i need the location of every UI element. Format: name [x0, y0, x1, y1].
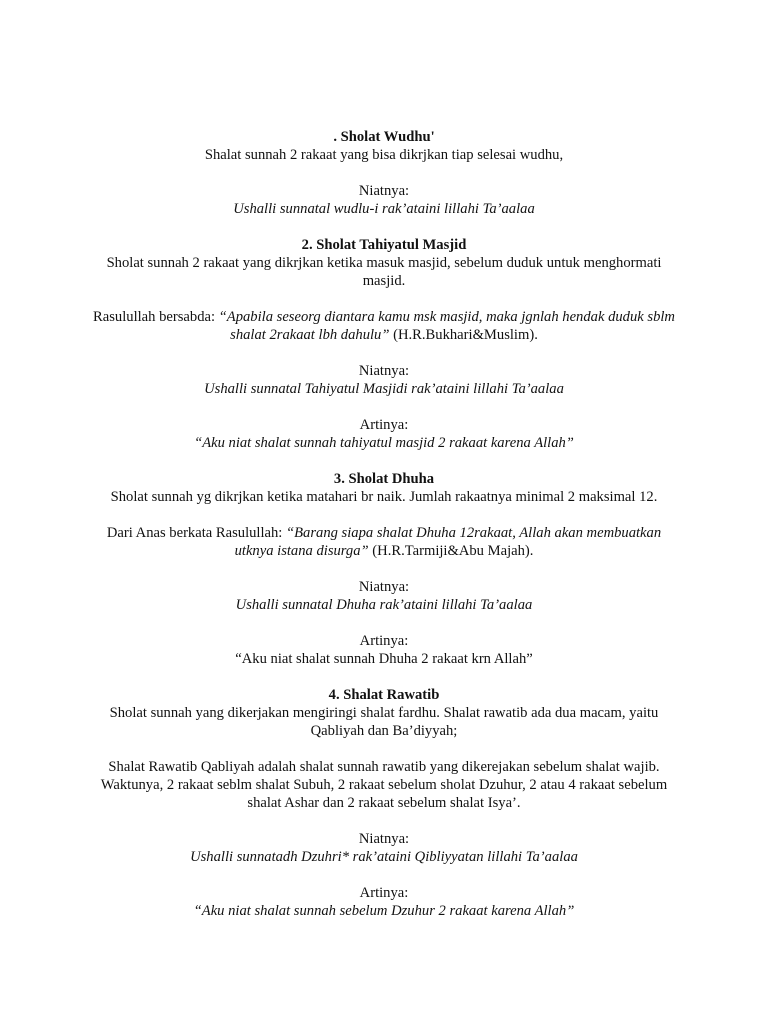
section-title: 2. Sholat Tahiyatul Masjid: [301, 237, 467, 253]
niat-text: Ushalli sunnatadh Dzuhri* rak’ataini Qibliyyatan lillahi Ta’aalaa: [190, 849, 578, 865]
hadith-quote: “Barang siapa shalat Dhuha 12rakaat, Allah akan membuatkan utknya istana disurga”: [234, 525, 662, 559]
hadith-quote: “Apabila seseorg diantara kamu msk masjid, maka jgnlah hendak duduk sblm shalat 2rakaat lbh dahulu”: [218, 309, 675, 343]
arti-text: “Aku niat shalat sunnah tahiyatul masjid 2 rakaat karena Allah”: [194, 435, 574, 451]
hadith-intro: Rasulullah bersabda:: [93, 309, 219, 325]
niat-label: Niatnya:: [358, 579, 410, 595]
section-shalat-rawatib: [90, 686, 678, 920]
section-description: Sholat sunnah 2 rakaat yang dikrjkan ketika masuk masjid, sebelum duduk untuk menghormati masjid.: [106, 255, 662, 289]
section-description: Sholat sunnah yang dikerjakan mengiringi shalat fardhu. Shalat rawatib ada dua macam, yaitu Qabliyah dan Ba’diyyah;: [109, 705, 659, 739]
niat-text: Ushalli sunnatal wudlu-i rak’ataini lillahi Ta’aalaa: [233, 201, 535, 217]
hadith-paragraph: [90, 308, 678, 344]
arti-label: Artinya:: [359, 885, 409, 901]
niat-text: Ushalli sunnatal Tahiyatul Masjidi rak’ataini lillahi Ta’aalaa: [204, 381, 564, 397]
section-title: 3. Sholat Dhuha: [333, 471, 435, 487]
section-sholat-wudhu: [90, 128, 678, 218]
document-page: [90, 128, 678, 920]
hadith-source: (H.R.Tarmiji&Abu Majah).: [368, 543, 534, 559]
section-detail: Shalat Rawatib Qabliyah adalah shalat sunnah rawatib yang dikerejakan sebelum shalat wajib. Waktunya, 2 rakaat seblm shalat Subuh, 2 rakaat sebelum sholat Dzuhur, 2 atau 4 rakaat sebelum shalat Ashar dan 2 rakaat sebelum shalat Isya’.: [100, 759, 668, 811]
niat-label: Niatnya:: [358, 183, 410, 199]
arti-label: Artinya:: [359, 417, 409, 433]
hadith-intro: Dari Anas berkata Rasulullah:: [106, 525, 287, 541]
arti-label: Artinya:: [359, 633, 409, 649]
hadith-paragraph: [90, 524, 678, 560]
section-title: 4. Shalat Rawatib: [328, 687, 440, 703]
niat-text: Ushalli sunnatal Dhuha rak’ataini lillahi Ta’aalaa: [235, 597, 533, 613]
arti-text: “Aku niat shalat sunnah sebelum Dzuhur 2 rakaat karena Allah”: [193, 903, 575, 919]
section-sholat-dhuha: [90, 470, 678, 668]
arti-text: “Aku niat shalat sunnah Dhuha 2 rakaat krn Allah”: [235, 651, 533, 667]
section-tahiyatul-masjid: [90, 236, 678, 452]
niat-label: Niatnya:: [358, 363, 410, 379]
section-description: Shalat sunnah 2 rakaat yang bisa dikrjkan tiap selesai wudhu,: [204, 147, 564, 163]
section-title: . Sholat Wudhu': [333, 129, 435, 145]
hadith-source: (H.R.Bukhari&Muslim).: [389, 327, 538, 343]
niat-label: Niatnya:: [358, 831, 410, 847]
section-description: Sholat sunnah yg dikrjkan ketika matahari br naik. Jumlah rakaatnya minimal 2 maksimal 12.: [110, 489, 658, 505]
